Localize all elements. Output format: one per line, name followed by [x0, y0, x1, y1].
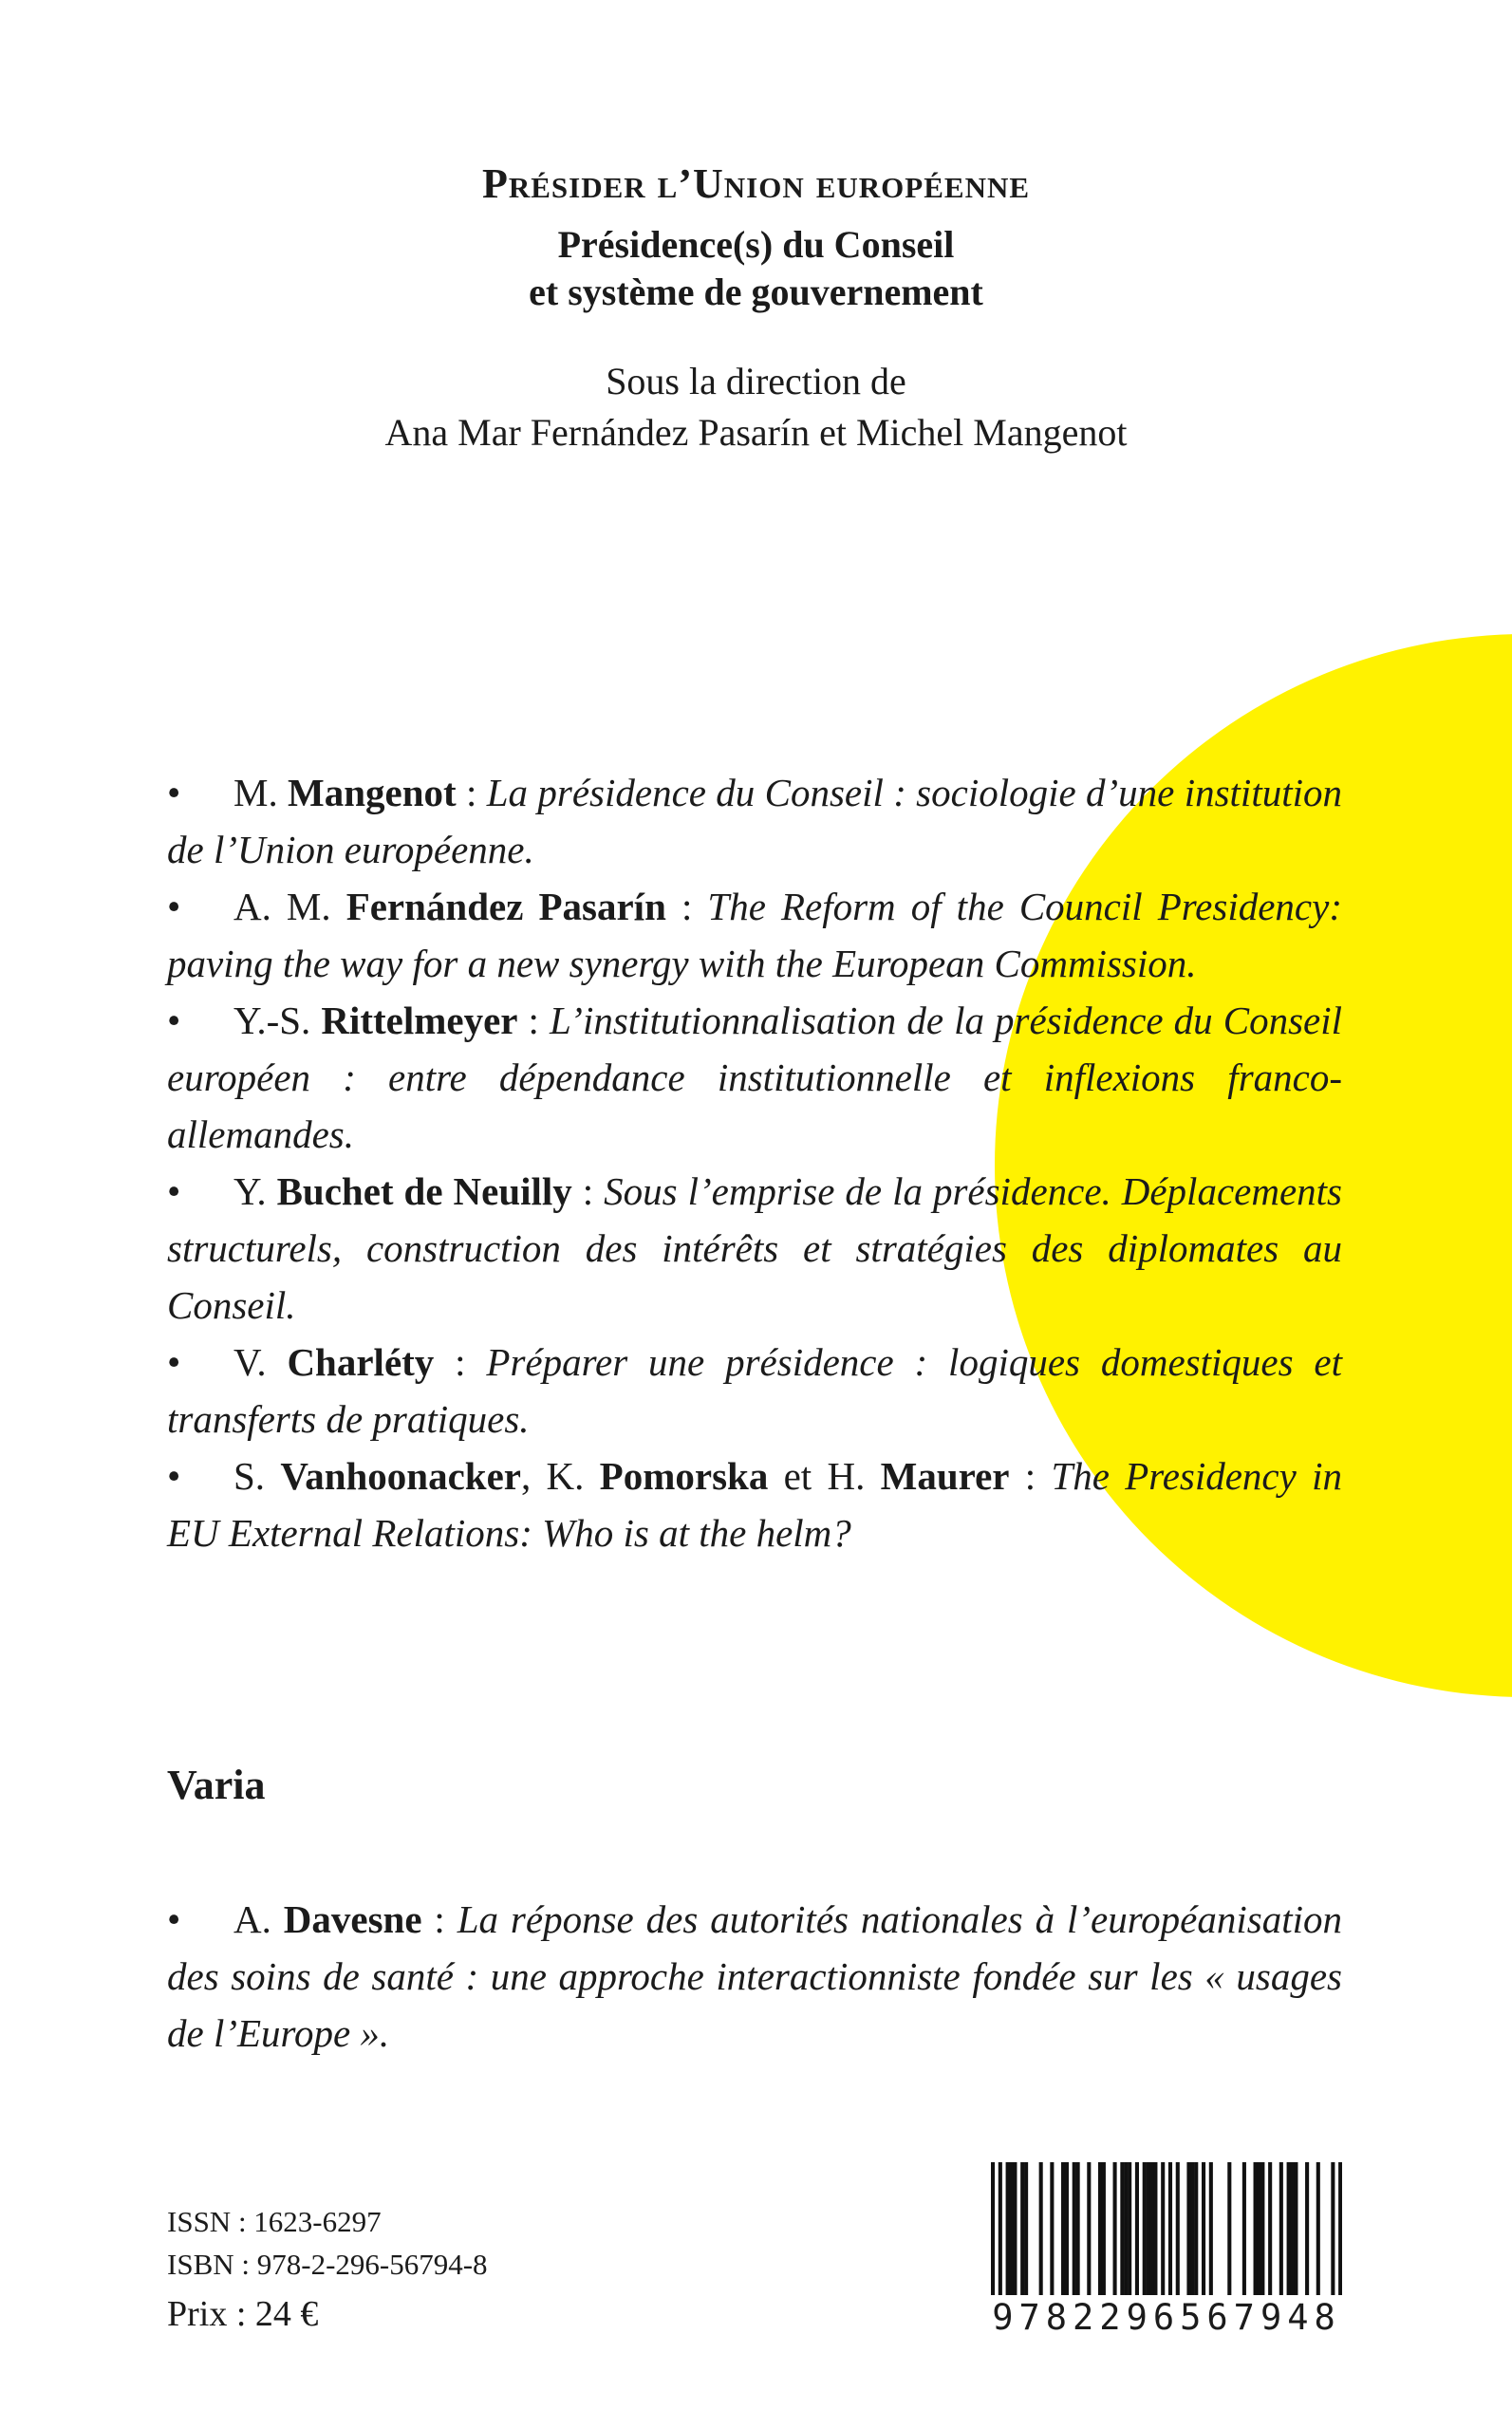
barcode-bar — [1279, 2162, 1283, 2295]
author-name: Pomorska — [599, 1454, 769, 1498]
price-value: 24 € — [254, 2294, 319, 2334]
barcode-bar — [1316, 2162, 1320, 2295]
direction-label: Sous la direction de — [606, 360, 906, 402]
barcode-bar — [1168, 2162, 1172, 2295]
editors: Ana Mar Fernández Pasarín et Michel Mangenot — [384, 411, 1128, 454]
contents-entry — [167, 1447, 1342, 1561]
barcode-bar — [991, 2162, 995, 2295]
barcode-bar — [1290, 2162, 1294, 2295]
barcode-bar — [1098, 2162, 1102, 2295]
author-initial: K. — [546, 1454, 585, 1498]
bullet: • — [167, 1454, 181, 1498]
barcode-bar — [1020, 2162, 1024, 2295]
article-title: La réponse des autorités nationales à l’européanisation des soins de santé : une approche interactionniste fondée sur les « usages de l’Europe ». — [167, 1897, 1343, 2055]
isbn: ISBN : 978-2-296-56794-8 — [167, 2248, 488, 2281]
barcode-bar — [1009, 2162, 1013, 2295]
separator: : — [571, 1169, 594, 1213]
bullet: • — [167, 885, 181, 928]
article-title: La présidence du Conseil : sociologie d’une institution de l’Union européenne. — [167, 771, 1343, 871]
author-initial: Y.-S. — [233, 999, 311, 1042]
author-name: Charléty — [287, 1340, 435, 1384]
issn: ISSN : 1623-6297 — [167, 2205, 382, 2238]
barcode-bar — [1065, 2162, 1069, 2295]
barcode-bar — [1073, 2162, 1076, 2295]
book-title: Présider l’Union européenne — [481, 160, 1031, 207]
barcode-bar — [1153, 2162, 1157, 2295]
author-name: Buchet de Neuilly — [276, 1169, 572, 1213]
barcode-bar — [1190, 2162, 1194, 2295]
barcode-bar — [1254, 2162, 1258, 2295]
author-initial: Y. — [233, 1169, 267, 1213]
author-connector: , — [521, 1454, 532, 1498]
barcode-bar — [1013, 2162, 1017, 2295]
barcode-bar — [1135, 2162, 1139, 2295]
barcode-bar — [1024, 2162, 1028, 2295]
bullet: • — [167, 1897, 181, 1941]
barcode-bar — [1050, 2162, 1054, 2295]
article-title: The Reform of the Council Presidency: paving the way for a new synergy with the European Commission. — [167, 885, 1342, 985]
author-name: Mangenot — [288, 771, 457, 814]
barcode-bar — [1202, 2162, 1205, 2295]
barcode-bar — [1006, 2162, 1010, 2295]
bullet: • — [167, 1169, 181, 1213]
author-connector: et — [768, 1454, 812, 1498]
barcode-bar — [1257, 2162, 1260, 2295]
book-subtitle-line2: et système de gouvernement — [529, 271, 983, 313]
barcode-bar — [1124, 2162, 1128, 2295]
price-label: Prix : — [167, 2294, 247, 2334]
contents-entry — [167, 992, 1342, 1163]
barcode-bar — [1147, 2162, 1150, 2295]
contents-list — [167, 764, 1342, 1561]
author-name: Rittelmeyer — [321, 999, 518, 1042]
separator: : — [434, 1340, 466, 1384]
barcode-bar — [1186, 2162, 1190, 2295]
price — [167, 2293, 488, 2336]
barcode-bar — [1305, 2162, 1309, 2295]
barcode-bar — [1128, 2162, 1131, 2295]
author-initial: M. — [233, 771, 278, 814]
contents-entry — [167, 1334, 1342, 1447]
bullet: • — [167, 1340, 181, 1384]
separator: : — [1009, 1454, 1036, 1498]
author-initial: S. — [233, 1454, 266, 1498]
article-title: Préparer une présidence : logiques domestiques et transferts de pratiques. — [167, 1340, 1342, 1441]
publication-meta — [167, 2200, 488, 2336]
barcode-bar — [1143, 2162, 1147, 2295]
author-name: Maurer — [880, 1454, 1010, 1498]
contents-entry — [167, 1891, 1342, 2062]
author-initial: A. M. — [233, 885, 331, 928]
article-title: Sous l’emprise de la présidence. Déplacements structurels, construction des intérêts et stratégies des diplomates au Conseil. — [167, 1169, 1343, 1327]
barcode-bar — [1287, 2162, 1291, 2295]
barcode-bar — [1102, 2162, 1106, 2295]
barcode-bar — [1268, 2162, 1272, 2295]
barcode-number: 9782296567948 — [992, 2297, 1341, 2338]
contents-entry — [167, 764, 1342, 878]
barcode-bar — [1149, 2162, 1153, 2295]
author-name: Davesne — [283, 1897, 422, 1941]
contents-entry — [167, 1163, 1342, 1334]
author-initial: A. — [233, 1897, 271, 1941]
bullet: • — [167, 771, 181, 814]
barcode-bar — [1161, 2162, 1165, 2295]
barcode-bar — [1338, 2162, 1342, 2295]
barcode-bar — [1209, 2162, 1213, 2295]
separator: : — [421, 1897, 445, 1941]
separator: : — [517, 999, 539, 1042]
author-name: Vanhoonacker — [280, 1454, 521, 1498]
book-subtitle-line1: Présidence(s) du Conseil — [557, 223, 955, 266]
article-title: The Presidency in EU External Relations: Who is at the helm? — [167, 1454, 1343, 1555]
barcode-bar — [1120, 2162, 1124, 2295]
barcode-bar — [1194, 2162, 1198, 2295]
barcode-bar — [1227, 2162, 1231, 2295]
barcode-bar — [1242, 2162, 1246, 2295]
barcode-bar — [1294, 2162, 1297, 2295]
barcode-bar — [1039, 2162, 1043, 2295]
author-initial: H. — [827, 1454, 866, 1498]
barcode-bar — [1087, 2162, 1091, 2295]
barcode-bars — [991, 2162, 1342, 2295]
author-name: Fernández Pasarín — [345, 885, 666, 928]
barcode-bar — [1113, 2162, 1117, 2295]
barcode-bar — [1061, 2162, 1065, 2295]
barcode-bar — [1176, 2162, 1180, 2295]
barcode-bar — [1331, 2162, 1335, 2295]
barcode-bar — [999, 2162, 1002, 2295]
separator: : — [665, 885, 693, 928]
contents-entry — [167, 878, 1342, 992]
varia-section — [167, 1891, 1342, 2062]
separator: : — [456, 771, 477, 814]
bullet: • — [167, 999, 181, 1042]
barcode-bar — [1076, 2162, 1080, 2295]
varia-heading: Varia — [167, 1762, 266, 1808]
author-initial: V. — [233, 1340, 267, 1384]
barcode-bar — [1260, 2162, 1264, 2295]
article-title: L’institutionnalisation de la présidence du Conseil européen : entre dépendance institutionnelle et inflexions franco-allemandes. — [167, 999, 1342, 1156]
barcode — [991, 2162, 1342, 2339]
